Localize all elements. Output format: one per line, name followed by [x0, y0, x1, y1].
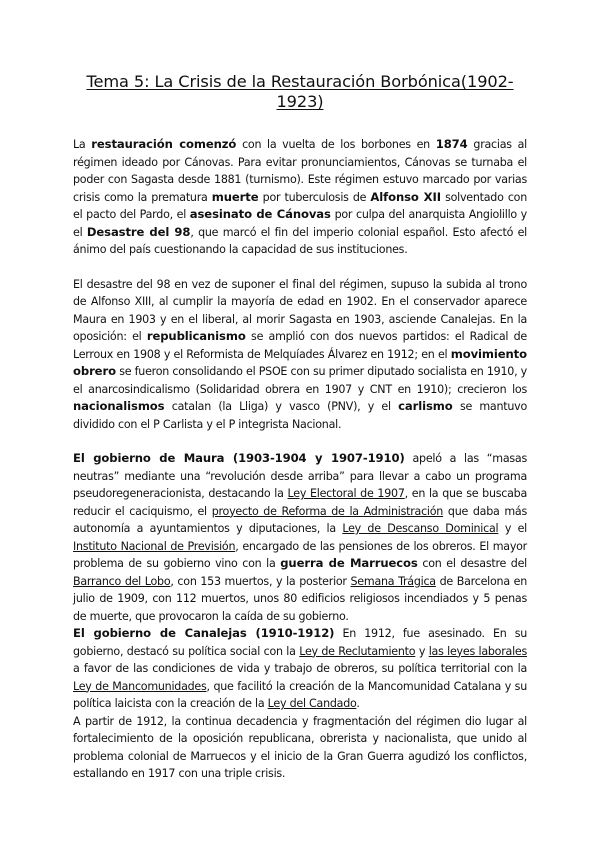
text-run: A partir de 1912, la continua decadencia y fragmentación del régimen dio lugar al fortalecimiento de la oposición republicana, obrerista y nacionalista, que unido al problema colonial de Marruecos y el inicio de la Gran Guerra agudizó los conflictos, estallando en 1917 con una triple crisis.	[73, 714, 527, 780]
text-run: que daba más autonomía a ayuntamientos y diputaciones, la	[73, 504, 528, 535]
text-run: apeló a las “masas neutras” mediante una “revolución desde arriba” para llevar a cabo un programa pseudoregeneracionista, destacando la	[73, 452, 528, 500]
text-run: , con 153 muertos, y la posterior	[170, 574, 351, 588]
text-run: El desastre del 98 en vez de suponer el final del régimen, supuso la subida al trono de Alfonso XIII, al cumplir la mayoría de edad en 1902. En el conservador aparece Maura en 1903 y en el liberal, al morir Sagasta en 1903, asciende Canalejas. En la oposición: el	[73, 277, 527, 343]
text-run: con el desastre del	[417, 557, 527, 570]
bold-text: Alfonso XII	[370, 189, 441, 204]
bold-text: 1874	[435, 137, 468, 151]
text-run: se fueron consolidando el PSOE con su primer diputado socialista en 1910, y el anarcosindicalismo (Solidaridad obrera en 1907 y CNT en 1910); crecieron los	[73, 365, 527, 396]
text-run: catalan (la Lliga) y vasco (PNV), y el	[164, 400, 399, 413]
document-title: Tema 5: La Crisis de la Restauración Borbónica(1902-1923)	[86, 72, 514, 111]
underlined-term: Ley de Reclutamiento	[299, 644, 416, 658]
underlined-term: Instituto Nacional de Previsión	[73, 539, 236, 553]
text-run: , en la que se buscaba reducir el caciquismo, el	[73, 487, 527, 518]
paragraph-gobierno-maura	[73, 450, 527, 625]
bold-text: guerra de Marruecos	[280, 556, 418, 570]
text-run: gracias al régimen ideado por Cánovas. Para evitar pronunciamientos, Cánovas se turnaba el poder con Sagasta desde 1881 (turnismo). Este régimen estuvo marcado por varias crisis como la prematura	[73, 138, 527, 204]
bold-text: restauración comenzó	[91, 137, 237, 151]
paragraph-alfonso-xiii	[73, 276, 527, 434]
text-run: por tuberculosis de	[258, 190, 371, 204]
underlined-term: Ley del Candado	[267, 697, 357, 710]
text-run: se mantuvo dividido con el P Carlista y el P integrista Nacional.	[73, 400, 527, 431]
text-run: de Barcelona en julio de 1909, con 112 muertos, unos 80 edificios religiosos incendiados y 5 penas de muerte, que provocaron la caída de su gobierno.	[73, 574, 527, 623]
text-run: , que facilitó la creación de la Mancomunidad Catalana y su política laicista con la creación de la	[73, 679, 527, 710]
text-run: con la vuelta de los borbones en	[236, 138, 436, 151]
bold-text: carlismo	[398, 399, 453, 413]
text-run: , que marcó el fin del imperio colonial español. Esto afectó el ánimo del país cuestionando la capacidad de sus instituciones.	[73, 225, 528, 256]
paragraph-gobierno-canalejas	[73, 625, 527, 713]
bold-text: nacionalismos	[73, 399, 165, 413]
bold-text: El gobierno de Canalejas (1910-1912)	[73, 626, 335, 640]
underlined-term: Semana Trágica	[350, 574, 436, 588]
text-run: .	[356, 697, 360, 710]
bold-text: muerte	[211, 189, 259, 204]
bold-text: Desastre del 98	[86, 224, 191, 239]
underlined-term: Ley de Mancomunidades	[73, 679, 207, 693]
text-run: y	[415, 644, 429, 658]
text-run: a favor de las condiciones de vida y trabajo de obreros, su política territorial con la	[73, 662, 527, 675]
bold-text: asesinato de Cánovas	[189, 207, 331, 221]
paragraph-crisis-1917	[73, 713, 527, 783]
underlined-term: proyecto de Reforma de la Administración	[211, 504, 444, 518]
underlined-term: Ley Electoral de 1907	[287, 487, 405, 500]
paragraph-restauracion	[73, 136, 527, 259]
text-run: En 1912, fue asesinado. En su gobierno, destacó su política social con la	[73, 627, 528, 658]
text-run: , encargado de las pensiones de los obreros. El mayor problema de su gobierno vino con la	[73, 539, 527, 570]
text-run: se amplió con dos nuevos partidos: el Radical de Lerroux en 1908 y el Reformista de Melquíades Álvarez en 1912; en el	[73, 330, 527, 361]
text-run: por culpa del anarquista Angiolillo y el	[73, 208, 527, 239]
underlined-term: Ley de Descanso Dominical	[342, 522, 499, 535]
text-run: y el	[498, 522, 527, 535]
text-run: solventado con el pacto del Pardo, el	[73, 190, 527, 221]
bold-text: republicanismo	[146, 329, 246, 343]
bold-text: movimiento obrero	[73, 346, 527, 378]
underlined-term: las leyes laborales	[428, 644, 528, 658]
text-run: La	[73, 138, 92, 151]
underlined-term: Barranco del Lobo	[73, 574, 171, 588]
bold-text: El gobierno de Maura (1903-1904 y 1907-1910)	[73, 451, 405, 465]
